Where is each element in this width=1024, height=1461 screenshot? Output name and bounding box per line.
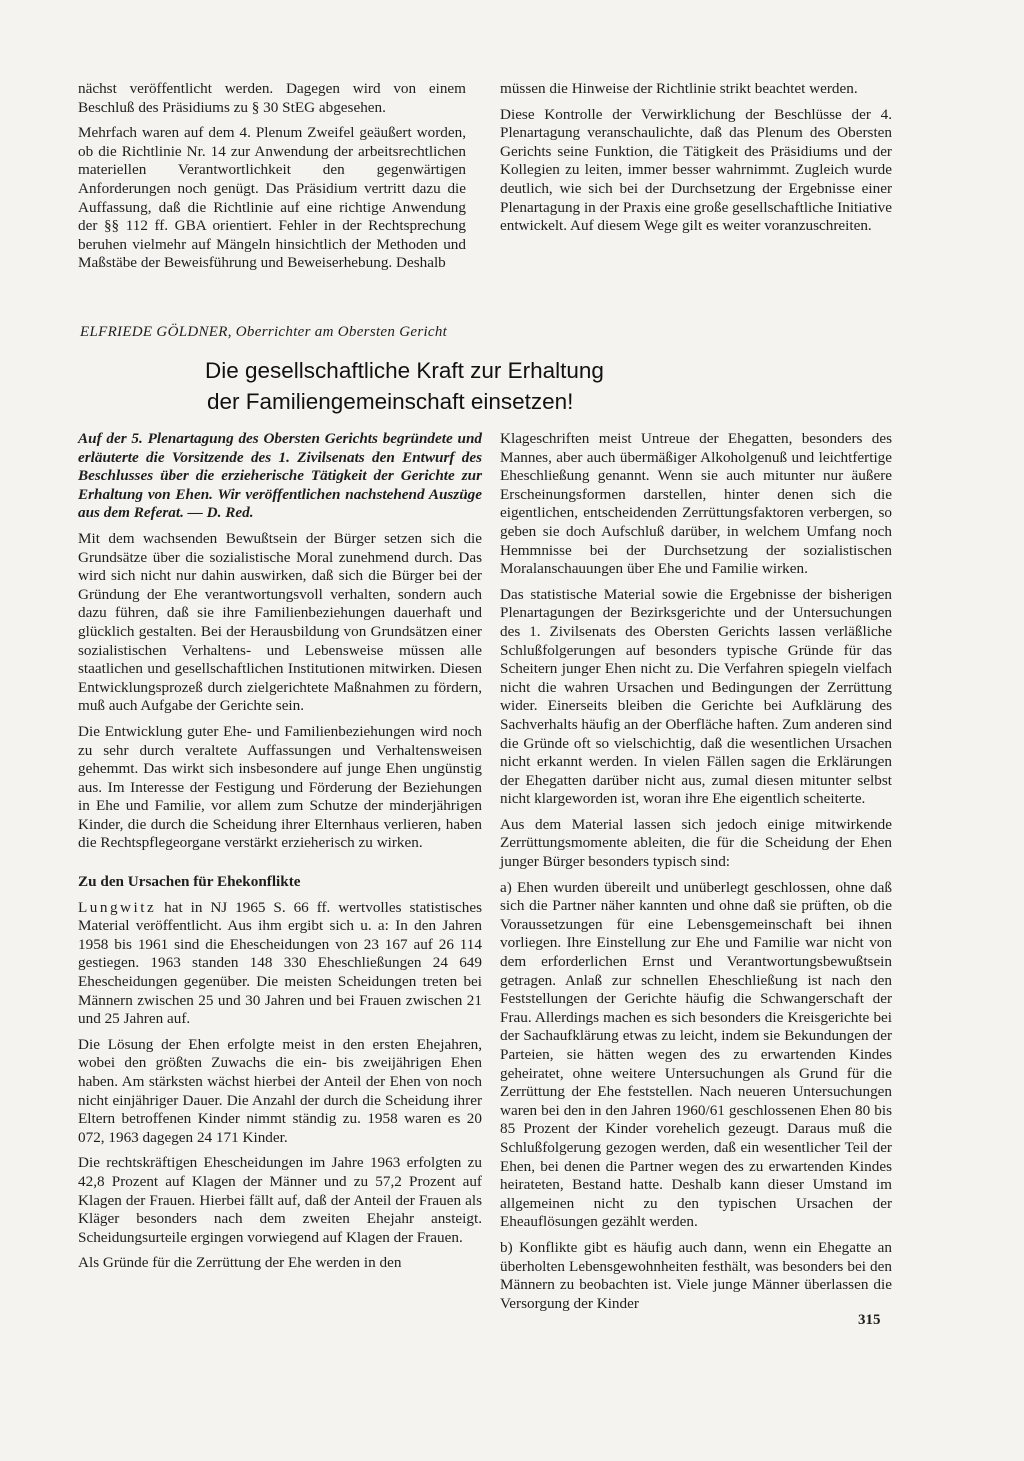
paragraph: Die Lösung der Ehen erfolgte meist in den ersten Ehejahren, wobei den größten Zuwachs die ein- bis zweijährigen Ehen haben. Am stärksten wächst hierbei der Anteil der Ehen von noch nicht einjähriger Dauer. Die Anzahl der durch die Scheidung ihrer Eltern betroffenen Kinder nimmt ständig zu. 1958 waren es 20 072, 1963 dagegen 24 171 Kinder. (78, 1035, 482, 1146)
paragraph: Als Gründe für die Zerrüttung der Ehe werden in den (78, 1254, 402, 1272)
paragraph: Mehrfach waren auf dem 4. Plenum Zweifel geäußert worden, ob die Richtlinie Nr. 14 zur Anwendung der arbeitsrechtlichen materiellen Verantwortlichkeit den gegenwärtigen Anforderungen noch genügt. Das Präsidium vertritt dazu die Auffassung, daß die Richtlinie auf eine richtige Anwendung der §§ 112 ff. GBA orientiert. Fehler in der Rechtsprechung beruhen vielmehr auf Mängeln hinsichtlich der Methoden und Maßstäbe der Beweisführung und Beweiserhebung. Deshalb (78, 124, 466, 272)
cited-author: Lungwitz (78, 898, 157, 916)
paragraph: a) Ehen wurden übereilt und unüberlegt geschlossen, ohne daß sich die Partner näher kannten und ohne daß sie prüften, ob die Voraussetzungen für eine Lebensgemeinschaft bei ihnen vorliegen. Ihre Einstellung zur Ehe und Familie war nicht von dem erforderlichen Ernst und Verantwortungsbewußtsein getragen. Anlaß zur schnellen Eheschließung ist nach den Feststellungen der Gerichte häufig die Schwangerschaft der Frau. Allerdings machen es sich besonders die Kreisgerichte bei der Sachaufklärung etwas zu leicht, indem sie Bekundungen der Parteien, sie hätten wegen des zu erwartenden Kindes geheiratet, ohne weitere Untersuchungen als Grund für die Zerrüttung der Ehe feststellen. Nach neueren Untersuchungen waren bei den in den Jahren 1960/61 geschlossenen Ehen 80 bis 85 Prozent der Kinder vorehelich gezeugt. Daraus muß die Schlußfolgerung gezogen werden, daß ein wesentlicher Teil der Ehen, bei denen die Partner wegen des zu erwartenden Kindes heirateten, Bestand hatte. Deshalb kann dieser Umstand im allgemeinen nicht zu den typischen Ursachen der Eheauflösungen gezählt werden. (500, 878, 892, 1231)
paragraph: Die rechtskräftigen Ehescheidungen im Jahre 1963 erfolgten zu 42,8 Prozent auf Klagen der Männer und zu 57,2 Prozent auf Klagen der Frauen. Hierbei fällt auf, daß der Anteil der Frauen als Kläger besonders nach dem zweiten Ehejahr ansteigt. Scheidungsurteile ergingen vorwiegend auf Klagen der Frauen. (78, 1154, 482, 1246)
paragraph: nächst veröffentlicht werden. Dagegen wird von einem Beschluß des Präsidiums zu § 30 StEG abgesehen. (78, 80, 466, 116)
headline-line-2: der Familiengemeinschaft einsetzen! (207, 389, 574, 414)
editorial-lead: Auf der 5. Plenartagung des Obersten Gerichts begründete und erläuterte die Vorsitzende des 1. Zivilsenats den Entwurf des Beschlusses über die erzieherische Tätigkeit der Gerichte zur Erhaltung von Ehen. Wir veröffentlichen nachstehend Auszüge aus dem Referat. — D. Red. (78, 430, 482, 522)
paragraph: Klageschriften meist Untreue der Ehegatten, besonders des Mannes, aber auch übermäßiger Alkoholgenuß und leichtfertige Eheschließung genannt. Wenn sie auch mitunter nur äußere Erscheinungsformen darstellen, hinter denen sich die eigentlichen, entscheidenden Zerrüttungsfaktoren verbergen, so geben sie doch Aufschluß darüber, in welchem Umfang noch Hemmnisse bei der Durchsetzung der sozialistischen Moralanschauungen über Ehe und Familie wirken. (500, 430, 892, 578)
paragraph-text: hat in NJ 1965 S. 66 ff. wertvolles statistisches Material veröffentlicht. Aus ihm ergibt sich u. a: In den Jahren 1958 bis 1961 sind die Ehescheidungen von 23 167 auf 26 114 gestiegen. 1963 standen 148 330 Eheschließungen 24 649 Ehescheidungen gegenüber. Die meisten Scheidungen treten bei Männern zwischen 25 und 30 Jahren und bei Frauen zwischen 21 und 25 Jahren auf. (78, 898, 482, 1028)
paragraph: Das statistische Material sowie die Ergebnisse der bisherigen Plenartagungen der Bezirksgerichte und der Untersuchungen des 1. Zivilsenats des Obersten Gerichts lassen verläßliche Schlußfolgerungen auf besonders typische Gründe für das Scheitern junger Ehen nicht zu. Die Verfahren spiegeln vielfach nicht die wahren Ursachen und Bedingungen der Zerrüttung wider. Einerseits bleiben die Gerichte bei Aufklärung des Sachverhalts häufig an der Oberfläche haften. Zum anderen sind die Gründe oft so vielschichtig, daß die wesentlichen Ursachen nicht erkannt werden. In vielen Fällen sagen die Erklärungen der Ehegatten darüber nicht aus, zumal diesen mitunter selbst nicht klargeworden ist, woran ihre Ehe eigentlich scheiterte. (500, 585, 892, 808)
article-left-column (78, 430, 482, 1280)
paragraph: Mit dem wachsenden Bewußtsein der Bürger setzen sich die Grundsätze über die sozialistische Moral zunehmend durch. Das wird sich nicht nur dahin auswirken, daß sich die Bürger bei der Gründung der Ehe verantwortungsvoll verhalten, sondern auch dazu führen, daß sie ihre Familienbeziehungen dauerhaft und glücklich gestalten. Bei der Herausbildung von Grundsätzen einer sozialistischen Verhaltens- und Lebensweise müssen alle staatlichen und gesellschaftlichen Institutionen mitwirken. Diesen Entwicklungsprozeß durch zielgerichtete Maßnahmen zu fördern, muß auch Aufgabe der Gerichte sein. (78, 529, 482, 715)
page-number: 315 (858, 1312, 881, 1328)
top-left-column (78, 80, 466, 280)
headline-line-1: Die gesellschaftliche Kraft zur Erhaltung (205, 358, 604, 383)
top-right-column (500, 80, 892, 243)
author-byline: ELFRIEDE GÖLDNER, Oberrichter am Obersten Gericht (80, 324, 448, 340)
paragraph (78, 899, 482, 1029)
article-headline (205, 355, 825, 417)
paragraph: müssen die Hinweise der Richtlinie strikt beachtet werden. (500, 80, 858, 97)
paragraph: Aus dem Material lassen sich jedoch einige mitwirkende Zerrüttungsmomente ableiten, die für die Scheidung der Ehen junger Bürger besonders typisch sind: (500, 815, 892, 871)
section-heading: Zu den Ursachen für Ehekonflikte (78, 873, 301, 891)
paragraph: Diese Kontrolle der Verwirklichung der Beschlüsse der 4. Plenartagung veranschaulichte, daß das Plenum des Obersten Gerichts seine Funktion, die Tätigkeit des Präsidiums und der Kollegien zu leiten, immer besser wahrnimmt. Zugleich wurde deutlich, wie sich bei der Durchsetzung der Ergebnisse einer Plenartagung in der Praxis eine große gesellschaftliche Initiative entwickelt. Auf diesem Wege gilt es weiter voranzuschreiten. (500, 105, 892, 235)
paragraph: Die Entwicklung guter Ehe- und Familienbeziehungen wird noch zu sehr durch veraltete Auffassungen und Verhaltensweisen gehemmt. Das wirkt sich insbesondere auf junge Ehen ungünstig aus. Im Interesse der Festigung und Förderung der Beziehungen in Ehe und Familie, vor allem zum Schutze der minderjährigen Kinder, die durch die Scheidung ihrer Elternhaus verlieren, haben die Rechtspflegeorgane verstärkt erzieherisch zu wirken. (78, 722, 482, 852)
article-right-column (500, 430, 892, 1320)
paragraph: b) Konflikte gibt es häufig auch dann, wenn ein Ehegatte an überholten Lebensgewohnheiten festhält, was besonders bei den Männern zu beobachten ist. Viele junge Männer überlassen die Versorgung der Kinder (500, 1238, 892, 1312)
